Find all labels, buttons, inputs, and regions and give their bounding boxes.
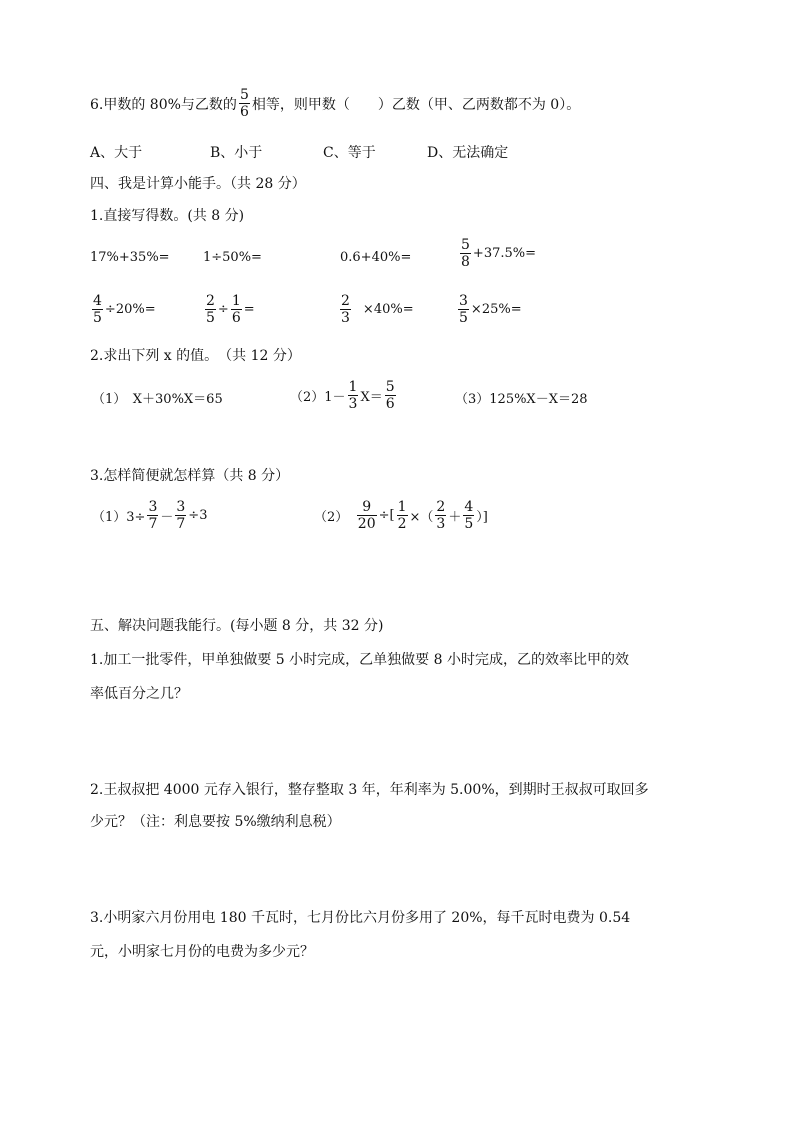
part-3-title: 3.怎样简便就怎样算（共 8 分） xyxy=(90,468,290,484)
numerator: 3 xyxy=(459,293,468,309)
numerator: 3 xyxy=(176,499,186,515)
q6-text-part2: 相等，则甲数（ ）乙数（甲、乙两数都不为 0）。 xyxy=(251,96,581,113)
calc-2c xyxy=(338,294,414,325)
fraction xyxy=(231,294,242,325)
simplify-2 xyxy=(314,500,488,531)
numerator: 2 xyxy=(206,293,215,309)
part-1-title: 1.直接写得数。(共 8 分) xyxy=(90,208,245,224)
q6-option-a: A、大于 xyxy=(90,145,143,161)
denominator: 5 xyxy=(464,516,474,532)
calc-text: （2） xyxy=(314,510,355,525)
denominator: 2 xyxy=(397,516,407,532)
numerator: 1 xyxy=(397,499,407,515)
numerator: 1 xyxy=(231,293,241,309)
numerator: 4 xyxy=(464,499,474,515)
fraction xyxy=(435,500,446,531)
denominator: 5 xyxy=(93,310,102,326)
calc-text: ÷3 xyxy=(188,508,208,523)
simplify-1 xyxy=(92,500,207,531)
problem-2-line-1: 2.王叔叔把 4000 元存入银行，整存整取 3 年，年利率为 5.00%，到期时王叔叔可取回多 xyxy=(90,782,649,798)
numerator: 5 xyxy=(385,379,395,395)
denominator: 7 xyxy=(148,516,158,532)
fraction xyxy=(92,294,103,325)
fraction xyxy=(348,380,359,411)
problem-3-line-1: 3.小明家六月份用电 180 千瓦时，七月份比六月份多用了 20%，每千瓦时电费为 0.54 xyxy=(90,910,631,926)
denominator: 6 xyxy=(239,104,249,120)
fraction xyxy=(397,500,408,531)
numerator: 1 xyxy=(348,379,358,395)
calc-2a xyxy=(90,294,156,325)
denominator: 3 xyxy=(436,516,446,532)
calc-text: ×40%= xyxy=(362,302,414,317)
fraction xyxy=(340,294,351,325)
fraction xyxy=(458,294,469,325)
q6-text-part1: 6.甲数的 80%与乙数的 xyxy=(90,96,237,113)
denominator: 5 xyxy=(206,310,215,326)
numerator: 3 xyxy=(148,499,158,515)
equation-3: （3）125%X－X＝28 xyxy=(455,392,588,407)
operator: ÷ xyxy=(217,302,229,317)
numerator: 9 xyxy=(362,499,372,515)
calc-text: （1）3÷ xyxy=(92,510,146,525)
numerator: 5 xyxy=(461,237,470,253)
calc-text: = xyxy=(243,302,255,317)
q6-stem xyxy=(90,88,580,119)
numerator: 5 xyxy=(239,87,249,103)
denominator: 7 xyxy=(176,516,186,532)
q6-fraction xyxy=(239,88,250,119)
fraction xyxy=(205,294,216,325)
problem-1-line-1: 1.加工一批零件，甲单独做要 5 小时完成，乙单独做要 8 小时完成，乙的效率比甲的效 xyxy=(90,652,629,668)
equation-2 xyxy=(290,380,398,411)
fraction xyxy=(385,380,396,411)
operator: ×（ xyxy=(409,510,434,525)
denominator: 8 xyxy=(461,254,470,270)
fraction xyxy=(460,238,471,269)
calc-text: ×25%= xyxy=(470,302,522,317)
q6-option-b: B、小于 xyxy=(210,145,263,161)
denominator: 3 xyxy=(341,310,350,326)
numerator: 2 xyxy=(436,499,446,515)
calc-1d xyxy=(458,238,536,269)
operator: ÷[ xyxy=(378,508,395,523)
calc-2d xyxy=(456,294,522,325)
operator: － xyxy=(160,510,174,525)
denominator: 5 xyxy=(459,310,468,326)
calc-2b xyxy=(203,294,255,325)
calc-text: ）] xyxy=(476,510,488,525)
calc-text: ÷20%= xyxy=(104,302,156,317)
fraction xyxy=(147,500,158,531)
problem-2-line-2: 少元？（注：利息要按 5%缴纳利息税） xyxy=(90,814,341,830)
fraction xyxy=(175,500,186,531)
equation-1: （1） X＋30%X＝65 xyxy=(92,392,223,407)
numerator: 4 xyxy=(93,293,102,309)
fraction xyxy=(463,500,474,531)
section-4-title: 四、我是计算小能手。（共 28 分） xyxy=(90,176,306,192)
problem-1-line-2: 率低百分之几？ xyxy=(90,686,188,702)
denominator: 6 xyxy=(231,310,241,326)
denominator: 3 xyxy=(348,396,358,412)
section-5-title: 五、解决问题我能行。(每小题 8 分，共 32 分) xyxy=(90,618,384,634)
calc-1c: 0.6+40%= xyxy=(340,250,412,265)
part-2-title: 2.求出下列 x 的值。 （共 12 分） xyxy=(90,348,301,364)
problem-3-line-2: 元，小明家七月份的电费为多少元？ xyxy=(90,944,314,960)
calc-text: +37.5%= xyxy=(472,246,537,261)
q6-option-c: C、等于 xyxy=(323,145,376,161)
denominator: 20 xyxy=(357,516,376,532)
eq-text: （2）1－ xyxy=(290,390,346,405)
operator: ＋ xyxy=(448,510,462,525)
eq-text: X＝ xyxy=(360,390,383,405)
fraction xyxy=(357,500,377,531)
calc-1b: 1÷50%= xyxy=(203,250,262,265)
numerator: 2 xyxy=(341,293,350,309)
calc-1a: 17%+35%= xyxy=(90,250,170,265)
q6-option-d: D、无法确定 xyxy=(427,145,509,161)
denominator: 6 xyxy=(385,396,395,412)
